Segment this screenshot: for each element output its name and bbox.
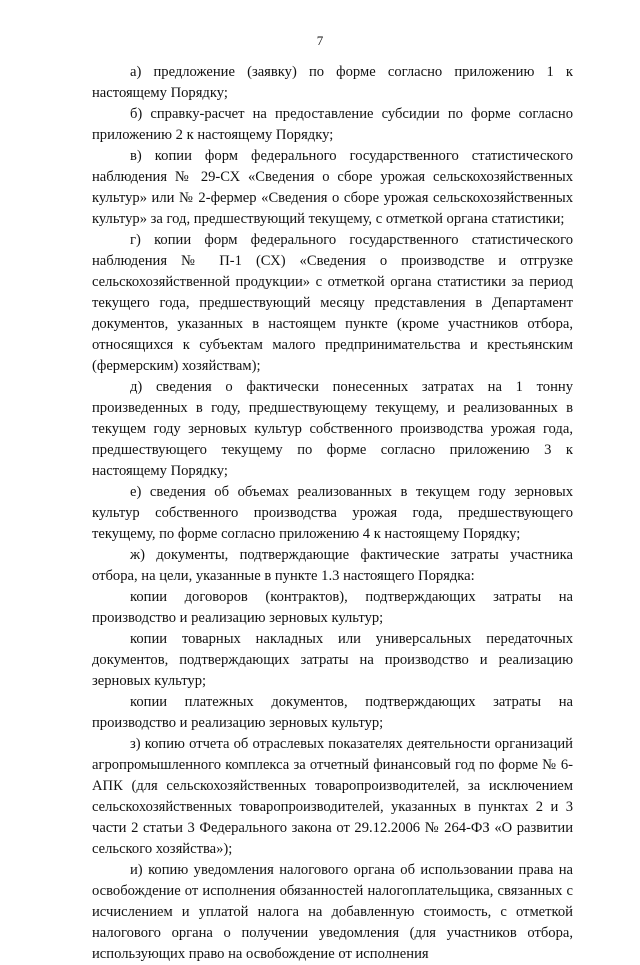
paragraph-g: г) копии форм федерального государственного статистического наблюдения № П-1 (СХ) «Сведения о производстве и отгрузке сельскохозяйственной продукции» с отметкой органа статистики за период текущего года, предшествующий месяцу представления в Департамент документов, указанных в настоящем пункте (кроме участников отбора, относящихся к субъектам малого предпринимательства и крестьянским (фермерским) хозяйствам); <box>92 232 573 374</box>
paragraph-z: з) копию отчета об отраслевых показателях деятельности организаций агропромышленного комплекса за отчетный финансовый год по форме № 6-АПК (для сельскохозяйственных товаропроизводителей, за исключением сельскохозяйственных товаропроизводителей, указанных в пунктах 2 и 3 части 2 статьи 3 Федерального закона от 29.12.2006 № 264-ФЗ «О развитии сельского хозяйства»); <box>92 736 573 857</box>
paragraph-i: и) копию уведомления налогового органа об использовании права на освобождение от исполнения обязанностей налогоплательщика, связанных с исчислением и уплатой налога на добавленную стоимость, с отметкой налогового органа о получении уведомления (для участников отбора, использующих право на освобождение от исполнения <box>92 862 573 962</box>
paragraph-v: в) копии форм федерального государственного статистического наблюдения № 29-СХ «Сведения о сборе урожая сельскохозяйственных культур» или № 2-фермер «Сведения о сборе урожая сельскохозяйственных культур» за год, предшествующий текущему, с отметкой органа статистики; <box>92 148 573 227</box>
paragraph-e: е) сведения об объемах реализованных в текущем году зерновых культур собственного производства урожая года, предшествующего текущему, по форме согласно приложению 4 к настоящему Порядку; <box>92 484 573 542</box>
sub-item-payments: копии платежных документов, подтверждающих затраты на производство и реализацию зерновых культур; <box>92 694 573 731</box>
page-number: 7 <box>316 33 324 48</box>
paragraph-a: а) предложение (заявку) по форме согласно приложению 1 к настоящему Порядку; <box>92 64 573 101</box>
paragraph-d: д) сведения о фактически понесенных затратах на 1 тонну произведенных в году, предшествующему текущему, и реализованных в текущем году зерновых культур собственного производства урожая года, предшествующего текущему по форме согласно приложению 3 к настоящему Порядку; <box>92 379 573 479</box>
sub-item-contracts: копии договоров (контрактов), подтверждающих затраты на производство и реализацию зерновых культур; <box>92 589 573 626</box>
document-body <box>92 62 573 965</box>
paragraph-b: б) справку-расчет на предоставление субсидии по форме согласно приложению 2 к настоящему Порядку; <box>92 106 573 143</box>
paragraph-zh: ж) документы, подтверждающие фактические затраты участника отбора, на цели, указанные в пункте 1.3 настоящего Порядка: <box>92 547 573 584</box>
sub-item-invoices: копии товарных накладных или универсальных передаточных документов, подтверждающих затраты на производство и реализацию зерновых культур; <box>92 631 573 689</box>
